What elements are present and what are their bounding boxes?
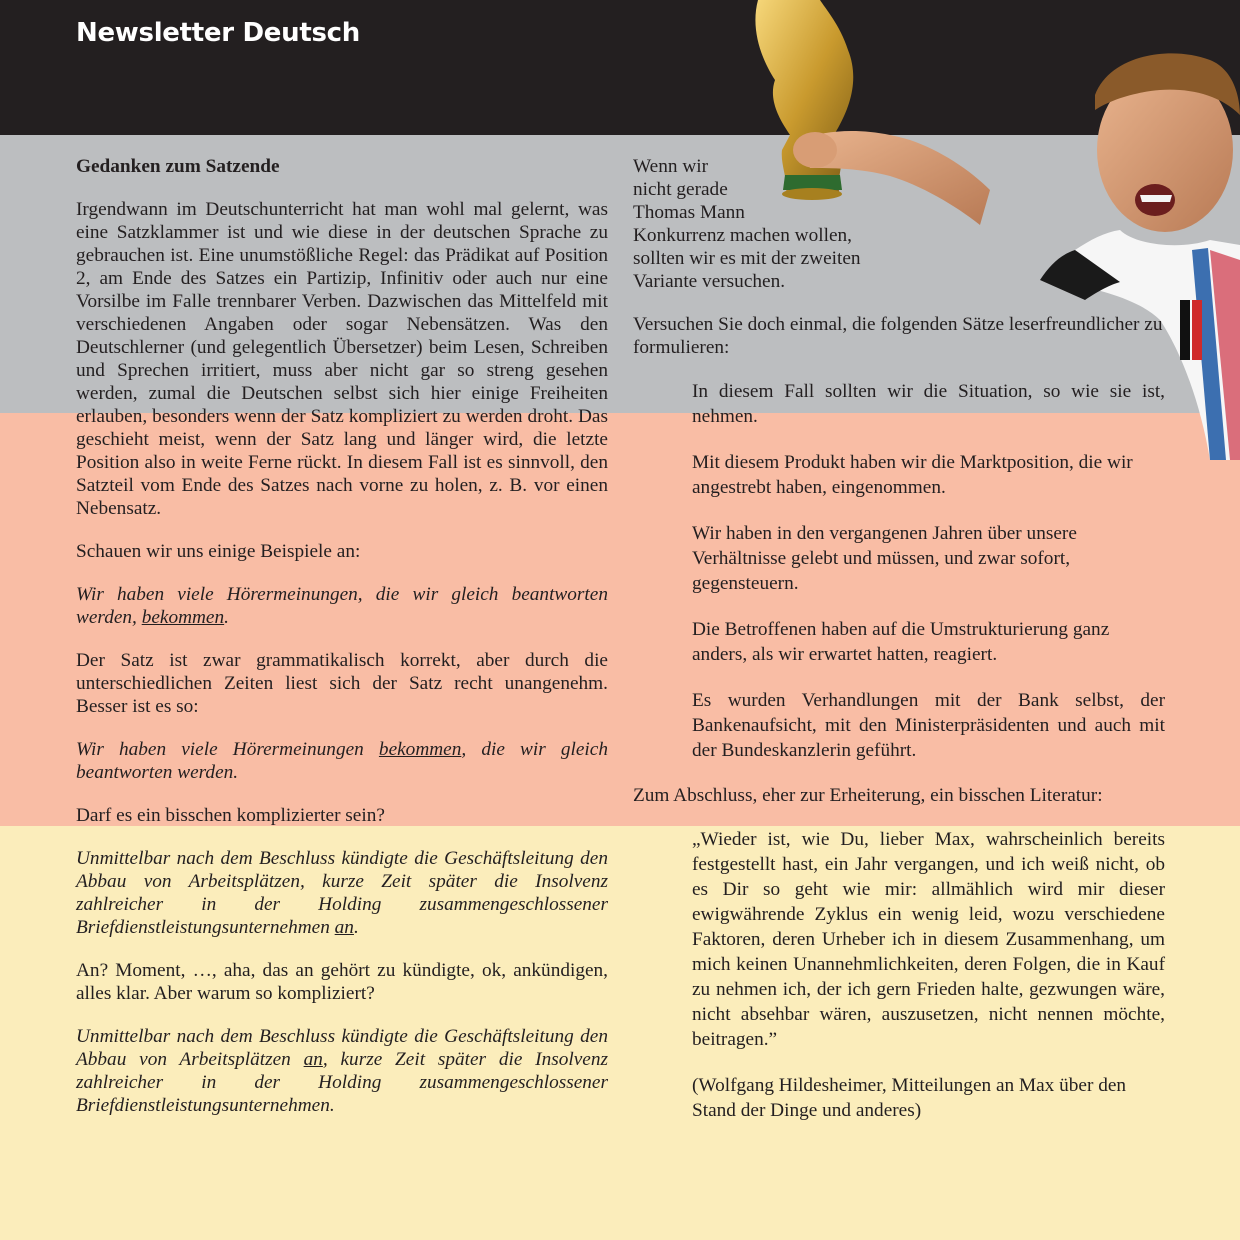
exercise-item: Es wurden Verhandlungen mit der Bank selbst, der Bankenaufsicht, mit den Ministerpräsidenten und auch mit der Bundeskanzlerin geführt. [692,690,1165,761]
comment-paragraph: An? Moment, …, aha, das an gehört zu kündigte, ok, ankündigen, alles klar. Aber warum so kompliziert? [76,960,608,1004]
exercise-item: Mit diesem Produkt haben wir die Marktposition, die wir angestrebt haben, eingenommen. [692,452,1133,498]
right-column [633,155,1165,1143]
example-1: Wir haben viele Hörermeinungen, die wir gleich beantworten werden, bekommen. [76,584,608,628]
article-heading: Gedanken zum Satzende [76,156,280,177]
newsletter-title: Newsletter Deutsch [76,18,360,48]
exercise-item: Die Betroffenen haben auf die Umstrukturierung ganz anders, als wir erwartet hatten, reagiert. [692,619,1110,665]
example-2: Wir haben viele Hörermeinungen bekommen, die wir gleich beantworten werden. [76,739,608,783]
exercise-item: Wir haben in den vergangenen Jahren über unsere Verhältnisse gelebt und müssen, und zwar sofort, gegensteuern. [692,523,1077,594]
literature-quote: „Wieder ist, wie Du, lieber Max, wahrscheinlich bereits festgestellt hast, ein Jahr vergangen, und ich weiß nicht, ob es Dir so geht wie mir: allmählich wird mir dieser ewigwährende Zyklus ein wenig leid, wozu verschiedene Faktoren, deren Urheber ich in diesem Zusammenhang, um mich keinen Unannehmlichkeiten, deren Folgen, die in Kauf zu nehmen ich, der ich gern Frieden halte, gezwungen wäre, nicht absehbar wären, auszusetzen, nicht nennen möchte, beitragen.” [692,829,1165,1050]
example-4: Unmittelbar nach dem Beschluss kündigte die Geschäftsleitung den Abbau von Arbeitsplätzen an, kurze Zeit später die Insolvenz zahlreicher in der Holding zusammengeschlossener Briefdienstleistungsunternehmen. [76,1026,609,1116]
question-paragraph: Darf es ein bisschen komplizierter sein? [76,805,385,826]
literature-intro: Zum Abschluss, eher zur Erheiterung, ein bisschen Literatur: [633,785,1103,806]
example-3: Unmittelbar nach dem Beschluss kündigte die Geschäftsleitung den Abbau von Arbeitsplätzen, kurze Zeit später die Insolvenz zahlreicher in der Holding zusammengeschlossener Briefdienstleistungsunternehmen an. [76,848,608,938]
quote-source: (Wolfgang Hildesheimer, Mitteilungen an Max über den Stand der Dinge und anderes) [692,1075,1127,1121]
intro-paragraph: Irgendwann im Deutschunterricht hat man wohl mal gelernt, was eine Satzklammer ist und wie diese in der deutschen Sprache zu gebrauchen ist. Eine unumstößliche Regel: das Prädikat auf Position 2, am Ende des Satzes ein Partizip, Infinitiv oder auch nur eine Vorsilbe im Falle trennbarer Verben. Dazwischen das Mittelfeld mit verschiedenen Angaben oder sogar Nebensätzen. Was den Deutschlerner (und gelegentlich Übersetzer) beim Lesen, Schreiben und Sprechen irritiert, muss aber nicht gar so streng gesehen werden, zumal die Deutschen selbst sich hier einige Freiheiten erlauben, besonders wenn der Satz kompliziert zu werden droht. Das geschieht meist, wenn der Satz lang und länger wird, die letzte Position also in weite Ferne rückt. In diesem Fall ist es sinnvoll, den Satzteil vom Ende des Satzes nach vorne zu holen, z. B. vor einen Nebensatz. [76,199,608,519]
right-intro-lines: Wenn wir nicht gerade Thomas Mann Konkurrenz machen wollen, sollten wir es mit der zweiten Variante versuchen. [633,156,861,292]
explanation-paragraph: Der Satz ist zwar grammatikalisch korrekt, aber durch die unterschiedlichen Zeiten liest sich der Satz recht unangenehm. Besser ist es so: [76,650,608,717]
examples-intro: Schauen wir uns einige Beispiele an: [76,541,361,562]
exercise-instruction: Versuchen Sie doch einmal, die folgenden Sätze leserfreundlicher zu formulieren: [633,314,1163,358]
exercise-item: In diesem Fall sollten wir die Situation, so wie sie ist, nehmen. [692,381,1165,427]
left-column [76,155,608,1137]
